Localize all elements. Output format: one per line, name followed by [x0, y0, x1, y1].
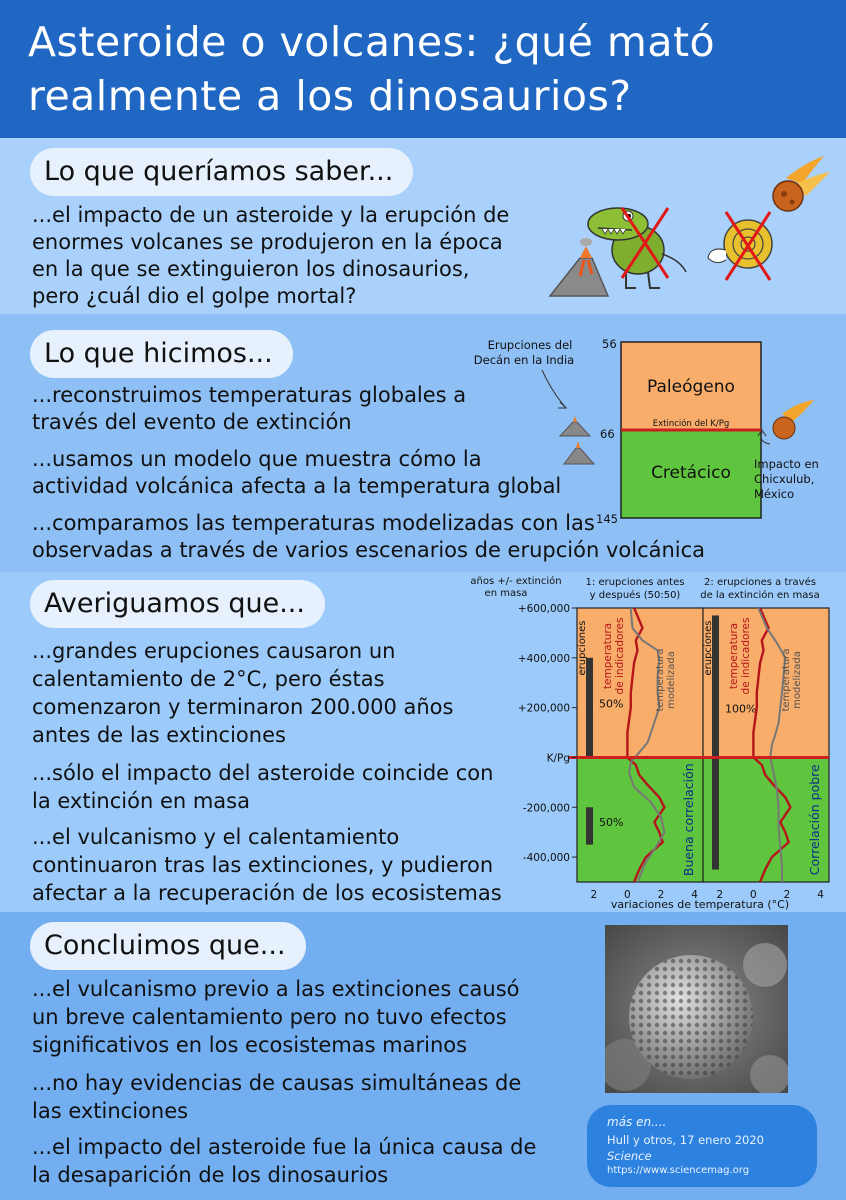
volcano-icon	[550, 238, 608, 296]
text-line: la desaparición de los dinosaurios	[32, 1163, 389, 1187]
microfossil-photo	[605, 925, 788, 1093]
citation: Hull y otros, 17 enero 2020	[607, 1133, 764, 1147]
x-tick-label: 0	[624, 889, 631, 901]
eruption-percent: 50%	[599, 697, 624, 711]
panel-title: 1: erupciones antes	[585, 577, 685, 588]
eruptions-axis-label: erupciones	[577, 620, 588, 676]
asteroid-icon	[773, 156, 830, 211]
title-line-2: realmente a los dinosaurios?	[28, 72, 632, 120]
y-axis-label: en masa	[484, 588, 528, 599]
text-line: antes de las extinciones	[32, 723, 286, 747]
text-line: ...el impacto del asteroide fue la única causa de	[32, 1135, 537, 1159]
proxy-temp-label: de indicadores	[740, 617, 752, 695]
url-link[interactable]: https://www.sciencemag.org	[607, 1165, 750, 1176]
more-info-box	[587, 1105, 817, 1187]
illustration	[540, 150, 840, 312]
impact-label: Impacto en	[754, 457, 819, 471]
proxy-temp-label: temperatura	[728, 622, 740, 690]
text-line: en la que se extinguieron los dinosaurios,	[32, 257, 470, 281]
title-banner	[0, 0, 846, 138]
paleogene-label: Paleógeno	[647, 377, 735, 397]
section-question	[0, 138, 846, 314]
x-tick-label: 4	[817, 889, 824, 901]
y-tick-label: +200,000	[517, 702, 570, 715]
text-line: ...reconstruimos temperaturas globales a	[32, 383, 467, 407]
y-tick-label: -200,000	[522, 802, 570, 815]
text-line: ...el vulcanismo previo a las extinciones causó	[32, 977, 520, 1001]
tick-66: 66	[600, 427, 615, 441]
eruptions-axis-label: erupciones	[703, 620, 714, 676]
journal: Science	[607, 1149, 652, 1163]
proxy-temp-label: temperatura	[602, 622, 614, 690]
text-line: ...sólo el impacto del asteroide coincide con	[32, 761, 494, 785]
dinosaur-icon	[588, 208, 686, 288]
y-axis-label: años +/- extinción	[470, 576, 562, 587]
temperature-chart	[470, 572, 846, 912]
x-tick-label: 2	[657, 889, 665, 901]
text-line: ...no hay evidencias de causas simultáneas de	[32, 1071, 522, 1095]
text-line: ...usamos un modelo que muestra cómo la	[32, 447, 482, 471]
eruption-bar	[586, 807, 593, 844]
verdict-label: Correlación pobre	[807, 764, 822, 876]
x-tick-label: 0	[750, 889, 757, 901]
text-line: ...grandes erupciones causaron un	[32, 639, 396, 663]
impact-label: México	[754, 487, 795, 501]
text-line: través del evento de extinción	[32, 410, 352, 434]
model-temp-label: temperatura	[655, 648, 666, 712]
section-heading: Averiguamos que...	[30, 580, 325, 628]
text-line: comenzaron y terminaron 200.000 años	[32, 695, 454, 719]
text-line: enormes volcanes se produjeron en la época	[32, 230, 503, 254]
eruption-percent: 100%	[725, 702, 757, 716]
model-temp-label: modelizada	[666, 651, 677, 709]
y-tick-label: +600,000	[517, 603, 570, 615]
asteroid-icon	[773, 400, 814, 439]
more-label: más en....	[607, 1115, 667, 1129]
panel-title: de la extinción en masa	[700, 590, 820, 601]
y-tick-label: K/Pg	[546, 752, 570, 765]
section-heading: Lo que queríamos saber...	[30, 148, 413, 196]
proxy-temp-label: de indicadores	[614, 617, 626, 695]
text-line: pero ¿cuál dio el golpe mortal?	[32, 284, 357, 308]
model-temp-label: modelizada	[792, 651, 803, 709]
text-line: actividad volcánica afecta a la temperatura global	[32, 474, 562, 498]
impact-label: Chicxulub,	[754, 472, 815, 486]
text-line: continuaron tras las extinciones, y pudieron	[32, 853, 494, 877]
x-tick-label: 2	[783, 889, 791, 901]
y-tick-label: -400,000	[522, 852, 570, 865]
model-temp-label: temperatura	[781, 648, 792, 712]
text-line: las extinciones	[32, 1099, 189, 1123]
section-heading: Concluimos que...	[30, 922, 306, 970]
eruptions-label: Decán en la India	[473, 353, 575, 367]
eruptions-label: Erupciones del	[487, 338, 573, 352]
verdict-label: Buena correlación	[681, 763, 696, 877]
panel-title: 2: erupciones a través	[704, 577, 816, 588]
y-tick-label: +400,000	[517, 652, 570, 665]
text-line: ...el impacto de un asteroide y la erupción de	[32, 203, 510, 227]
x-tick-label: 4	[691, 889, 698, 901]
cretaceous-label: Cretácico	[651, 463, 731, 483]
panel-title: y después (50:50)	[589, 590, 681, 601]
section-heading: Lo que hicimos...	[30, 330, 293, 378]
eruption-percent: 50%	[599, 815, 624, 829]
boundary-label: Extinción del K/Pg	[652, 419, 730, 429]
tick-145: 145	[596, 512, 618, 526]
text-line: calentamiento de 2°C, pero éstas	[32, 667, 385, 691]
x-tick-label: 2	[590, 889, 598, 901]
x-axis-label: variaciones de temperatura (°C)	[610, 898, 790, 911]
tick-56: 56	[602, 337, 617, 351]
text-line: la extinción en masa	[32, 789, 250, 813]
x-tick-label: 2	[716, 889, 724, 901]
geologic-timeline	[440, 330, 846, 530]
text-line: afectar a la recuperación de los ecosistemas	[32, 881, 502, 905]
volcano-icon	[560, 416, 594, 464]
text-line: ...comparamos las temperaturas modelizadas con las	[32, 511, 595, 535]
text-line: un breve calentamiento pero no tuvo efectos	[32, 1005, 507, 1029]
text-line: significativos en los ecosistemas marinos	[32, 1033, 468, 1057]
text-line: ...el vulcanismo y el calentamiento	[32, 825, 400, 849]
text-line: observadas a través de varios escenarios de erupción volcánica	[32, 538, 706, 562]
title-line-1: Asteroide o volcanes: ¿qué mató	[28, 18, 716, 66]
